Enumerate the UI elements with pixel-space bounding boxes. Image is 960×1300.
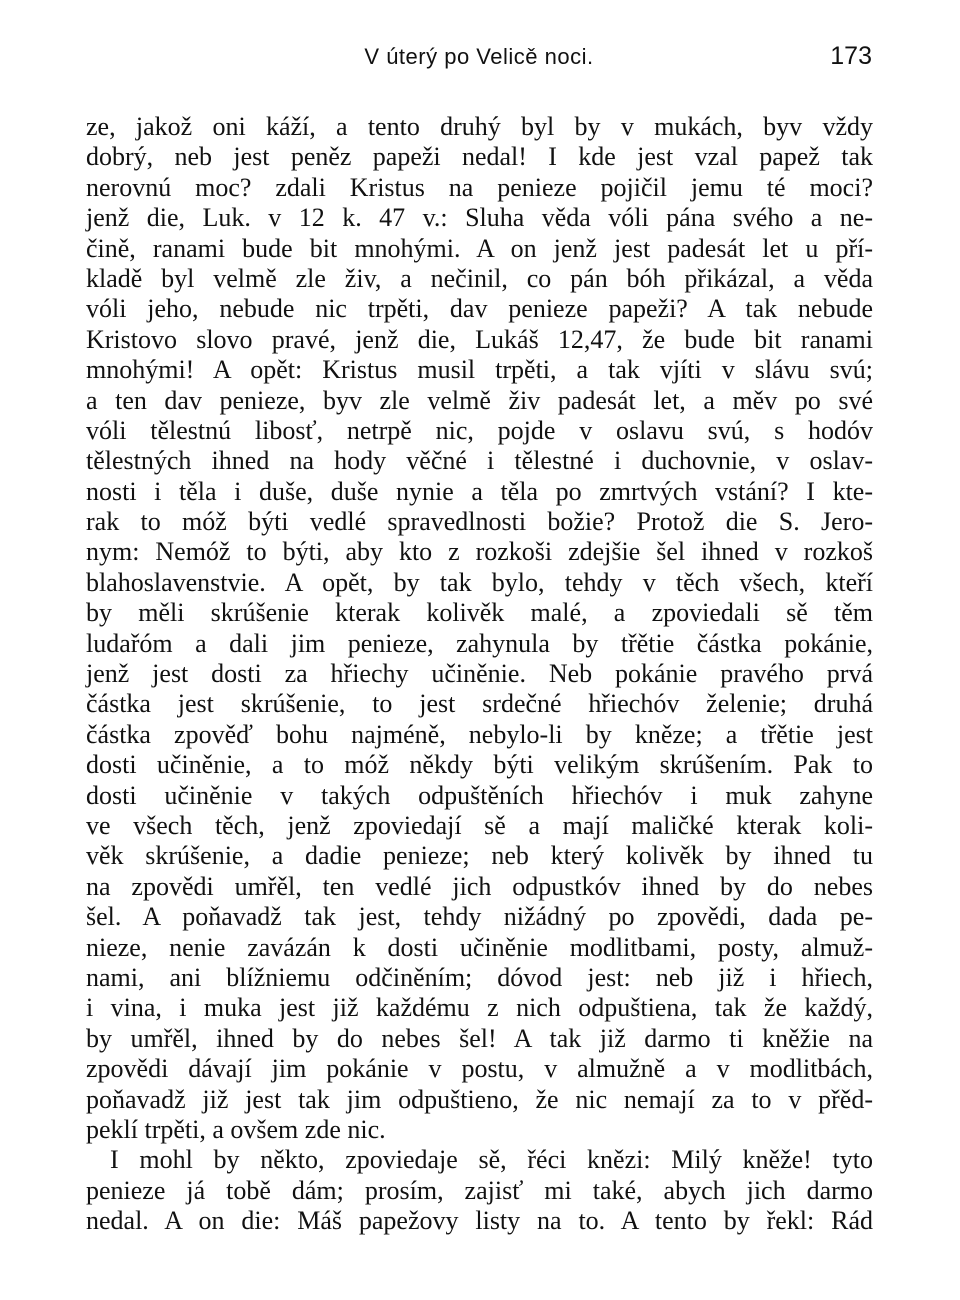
text-line: na zpovědi umřěl, ten vedlé jich odpustkóv ihned by do nebes (86, 871, 873, 901)
text-line: by měli skrúšenie kterak kolivěk malé, a zpoviedali sě těm (86, 598, 873, 628)
text-line: částka zpověď bohu najméně, nebylo-li by kněze; a třětie jest (86, 719, 873, 749)
text-line: peklí trpěti, a ovšem zde nic. (86, 1114, 386, 1144)
text-line: nym: Nemóž to býti, aby kto z rozkoši zdejšie šel ihned v rozkoš (86, 537, 873, 567)
text-line: ze, jakož oni káží, a tento druhý byl by v mukách, byv vždy (86, 112, 873, 141)
text-line: penieze já tobě dám; prosím, zajisť mi také, abych jich darmo (86, 1175, 873, 1205)
paragraph (86, 112, 873, 1145)
text-line: kladě byl velmě zle živ, a nečinil, co pán bóh přikázal, a věda (86, 263, 873, 293)
text-line: poňavadž již jest tak jim odpuštieno, že nic nemají za to v přěd- (86, 1084, 873, 1114)
text-line: nosti i těla i duše, duše nynie a těla po zmrtvých vstání? I kte- (86, 476, 873, 506)
paragraph (86, 1145, 873, 1236)
text-line: mnohými! A opět: Kristus musil trpěti, a tak vjíti v slávu svú; (86, 355, 873, 385)
text-line: dobrý, neb jest peněz papeži nedal! I kde jest vzal papež tak (86, 142, 873, 172)
text-line: dosti učiněnie v takých odpuštěních hřiechóv i muk zahyne (86, 780, 873, 810)
text-line: čině, ranami bude bit mnohými. A on jenž jest padesát let u pří- (86, 233, 873, 263)
text-line: blahoslavenstvie. A opět, by tak bylo, tehdy v těch všech, kteří (86, 567, 873, 597)
running-head (86, 38, 872, 78)
body-text (86, 112, 873, 1236)
page-number: 173 (830, 42, 872, 70)
text-line: a ten dav penieze, byv zle velmě živ padesát let, a měv po své (86, 385, 873, 415)
text-line: by umřěl, ihned by do nebes šel! A tak již darmo ti kněžie na (86, 1023, 873, 1053)
text-line: dosti učiněnie, a to móž někdy býti velikým skrúšením. Pak to (86, 750, 873, 780)
text-line: nieze, nenie zavázán k dosti učiněnie modlitbami, posty, almuž- (86, 932, 873, 962)
text-line: Kristovo slovo pravé, jenž die, Lukáš 12,47, že bude bit ranami (86, 324, 873, 354)
text-line: jenž jest dosti za hřiechy učiněnie. Neb pokánie pravého prvá (86, 659, 873, 689)
text-line: šel. A poňavadž tak jest, tehdy nižádný po zpovědi, dada pe- (86, 902, 873, 932)
text-line: zpovědi dávají jim pokánie v postu, v almužně a v modlitbách, (86, 1054, 873, 1084)
text-line: nami, ani blížniemu odčiněním; dóvod jest: neb již i hřiech, (86, 962, 873, 992)
text-line: rak to móž býti vedlé spravedlnosti božie? Protož die S. Jero- (86, 507, 873, 537)
text-line: vóli jeho, nebude nic trpěti, dav penieze papeži? A tak nebude (86, 294, 873, 324)
text-line: i vina, i muka jest již každému z nich odpuštiena, tak že každý, (86, 993, 873, 1023)
text-line: věk skrúšenie, a dadie penieze; neb který kolivěk by ihned tu (86, 841, 873, 871)
running-title: V úterý po Velicě noci. (364, 44, 594, 69)
text-line: ludařóm a dali jim penieze, zahynula by třětie částka pokánie, (86, 628, 873, 658)
text-line: I mohl by někto, zpoviedaje sě, řéci knězi: Milý kněže! tyto (110, 1145, 873, 1175)
text-line: tělestných ihned na hody věčné i tělestné i duchovnie, v oslav- (86, 446, 873, 476)
text-line: nerovnú moc? zdali Kristus na penieze pojičil jemu té moci? (86, 172, 873, 202)
text-line: částka jest skrúšenie, to jest srdečné hřiechóv želenie; druhá (86, 689, 873, 719)
text-line: nedal. A on die: Máš papežovy listy na to. A tento by řekl: Rád (86, 1206, 873, 1236)
text-line: jenž die, Luk. v 12 k. 47 v.: Sluha věda vóli pána svého a ne- (86, 203, 873, 233)
text-line: vóli tělestnú libosť, netrpě nic, pojde v oslavu svú, s hodóv (86, 415, 873, 445)
text-line: ve všech těch, jenž zpoviedají sě a mají maličké kterak koli- (86, 810, 873, 840)
